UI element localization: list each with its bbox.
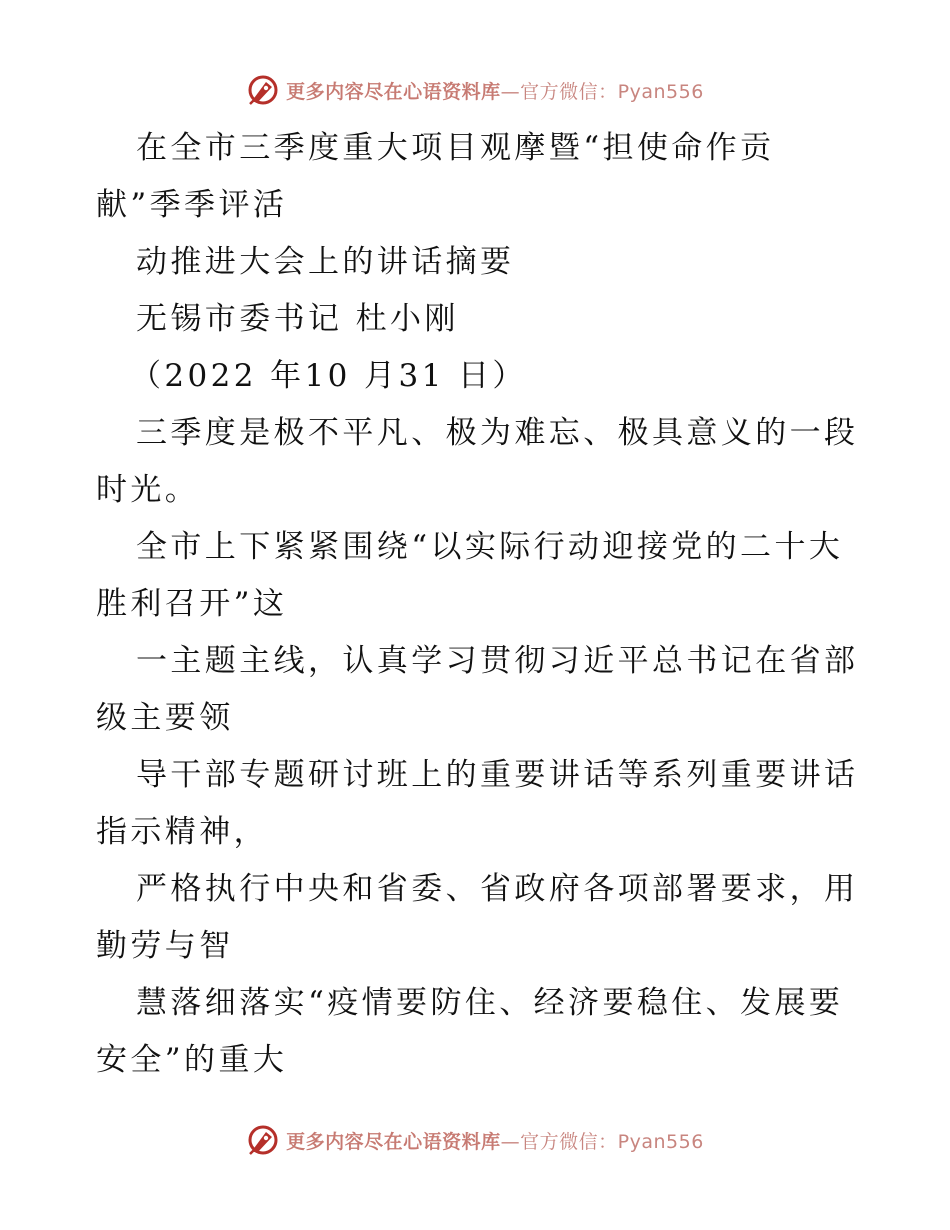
paragraph-line: 三季度是极不平凡、极为难忘、极具意义的一段 (136, 415, 859, 451)
paragraph-line: 时光。 (96, 472, 200, 508)
title-line-3: 动推进大会上的讲话摘要 (136, 244, 515, 280)
watermark-suffix: —官方微信：Pyan556 (500, 80, 704, 103)
pen-nib-logo-icon (246, 73, 280, 107)
author-line: 无锡市委书记 杜小刚 (136, 301, 459, 337)
paragraph-line: 导干部专题研讨班上的重要讲话等系列重要讲话 (136, 757, 859, 793)
title-line-1: 在全市三季度重大项目观摩暨“担使命作贡 (136, 130, 775, 166)
watermark-suffix: —官方微信：Pyan556 (500, 1130, 704, 1153)
watermark-text (286, 1127, 704, 1154)
paragraph-line: 一主题主线，认真学习贯彻习近平总书记在省部 (136, 643, 859, 679)
paragraph-line: 安全”的重大 (96, 1042, 288, 1078)
paragraph-line: 勤劳与智 (96, 928, 234, 964)
document-body (96, 120, 859, 1089)
paragraph-line: 慧落细落实“疫情要防住、经济要稳住、发展要 (136, 985, 844, 1021)
paragraph-line: 指示精神， (96, 814, 268, 850)
paragraph-line: 严格执行中央和省委、省政府各项部署要求，用 (136, 871, 859, 907)
header-watermark (0, 70, 950, 110)
paragraph-line: 全市上下紧紧围绕“以实际行动迎接党的二十大 (136, 529, 844, 565)
watermark-brand: 更多内容尽在心语资料库 (286, 1130, 501, 1153)
title-line-2: 献”季季评活 (96, 187, 288, 223)
date-line: （2022 年10 月31 日） (130, 358, 527, 394)
pen-nib-logo-icon (246, 1123, 280, 1157)
watermark-brand: 更多内容尽在心语资料库 (286, 80, 501, 103)
paragraph-line: 级主要领 (96, 700, 234, 736)
footer-watermark (0, 1120, 950, 1160)
paragraph-line: 胜利召开”这 (96, 586, 288, 622)
watermark-text (286, 77, 704, 104)
